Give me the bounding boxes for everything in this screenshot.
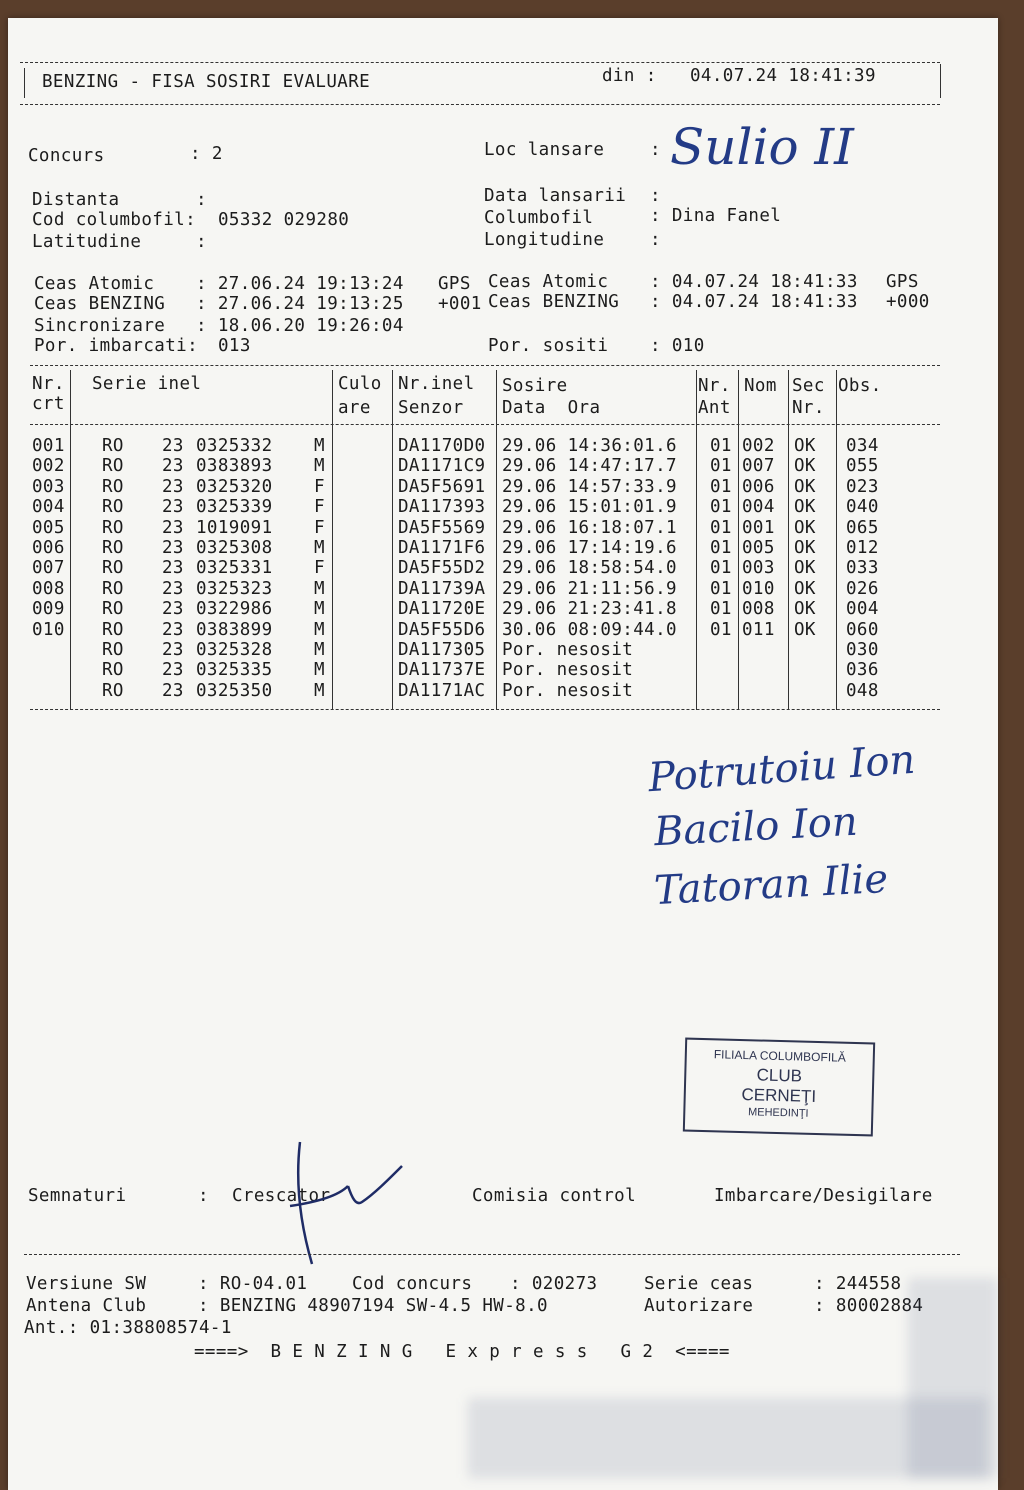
cell-y: 23: [162, 680, 184, 701]
header-nr-inel: Nr.inel: [398, 374, 475, 394]
cell-sex: M: [314, 599, 325, 620]
cell-obs: 012: [846, 538, 879, 558]
cell-sex: F: [314, 558, 325, 579]
cell-sosire: 29.06 14:57:33.9: [502, 476, 677, 497]
clock-extra: GPS: [438, 274, 471, 294]
clock-label: Ceas Atomic: [34, 274, 155, 294]
cell-sec: OK: [794, 599, 816, 620]
cell-c: RO: [102, 599, 124, 620]
cell-ring: 0325323: [196, 578, 273, 599]
cell-nr: 009: [32, 599, 65, 620]
cell-obs: 048: [846, 680, 879, 701]
cell-ring: 0325335: [196, 660, 273, 681]
cell-ant: 01: [710, 497, 732, 518]
header-sosire: Sosire: [502, 376, 568, 396]
clock-value: : 18.06.20 19:26:04: [196, 316, 404, 336]
cell-nr: 003: [32, 476, 65, 497]
serie-ceas-label: Serie ceas: [644, 1274, 754, 1294]
benzing-express-banner: ====> B E N Z I N G E x p r e s s G 2 <====: [194, 1342, 730, 1362]
header-nr: Nr.: [32, 374, 65, 394]
cell-c: RO: [102, 660, 124, 681]
cell-c: RO: [102, 538, 124, 558]
cell-senzor: DA5F55D6: [398, 619, 486, 640]
cell-senzor: DA1170D0: [398, 436, 486, 456]
cell-ant: 01: [710, 456, 732, 477]
cell-c: RO: [102, 680, 124, 701]
handwritten-name-2: Bacilo Ion: [652, 798, 859, 856]
cell-senzor: DA117305: [398, 640, 486, 660]
cell-sec: OK: [794, 456, 816, 477]
cell-y: 23: [162, 640, 184, 660]
table-top-border: [30, 365, 940, 366]
header-crt: crt: [32, 394, 65, 414]
cell-sosire: 29.06 21:23:41.8: [502, 599, 677, 620]
cell-sec: OK: [794, 619, 816, 640]
distanta-value: :: [196, 190, 207, 210]
cell-sec: OK: [794, 538, 816, 558]
clock-label: Ceas BENZING: [34, 294, 166, 314]
document-title: BENZING - FISA SOSIRI EVALUARE: [42, 72, 371, 92]
cell-sec: OK: [794, 578, 816, 599]
cell-ant: 01: [710, 517, 732, 538]
cell-nr: 002: [32, 456, 65, 477]
cell-c: RO: [102, 578, 124, 599]
cell-senzor: DA11739A: [398, 578, 486, 599]
crescator-label: Crescator: [232, 1186, 331, 1206]
cell-obs: 023: [846, 476, 879, 497]
cell-sosire: 29.06 21:11:56.9: [502, 578, 677, 599]
cell-ant: 01: [710, 558, 732, 579]
cell-sex: F: [314, 476, 325, 497]
cell-sosire: 29.06 18:58:54.0: [502, 558, 677, 579]
cell-y: 23: [162, 619, 184, 640]
semnaturi-label: Semnaturi: [28, 1186, 127, 1206]
header-culo: Culo: [338, 374, 382, 394]
arrival-sheet: BENZING - FISA SOSIRI EVALUARE din : 04.07.24 18:41:39 Concurs : 2 Loc lansare : Sulio II Distanta : Cod columbofil: 05332 029280 Latitudine : Data lansarii : Columbofil : Dina Fanel Longitudine : Ceas Atomic : 27.06.24 19:13:24 GPS Ceas BENZING : 27.06.24 19:13:25 +001 Sincronizare : 18.06.20 19:26:04 Por. imbarcati: 013 Ceas Atomic : 04.07.24 18:41:33 GPS Ceas BENZING : 04.07.24 18:41:33 +000 Por. sositi : 010 Nr. crt Serie inel Culo are Nr.inel Senzor Sosire Data Ora Nr. Ant Nom Sec Nr. Obs. 001 RO 23 0325332 M DA1170D0 29.06 14:36:01.6 01 002 OK 034 002 RO 23 0383893 M DA1171C9 29.06 14:47:17.7 01 007 OK 055 003 RO 23 0325320 F DA5F5691 29.06 14:57:33.9 01 006 OK 023 004 RO 23 0325339 F DA117393 29.06 15:01:01.9 01 004 OK 040 005 RO 23 1019091 F DA5F5569 29.06 16:18:07.1 01 001 OK 065 006 RO 23 0325308 M DA1171F6 29.06 17:14:19.6 01 005 OK 012 007 RO 23 0325331 F DA5F55D2 29.06 18:58:54.0 01 003 OK 033 008 RO 23 0325323 M DA11739A 29.06 21:11:56.9 01 010 OK 026 009 RO 23 0322986 M DA11720E 29.06 21:23:41.8 01 008 OK 004 010 RO 23 0383899 M DA5F55D6 30.06 08:09:44.0 01 011 OK 060 RO 23 0325328 M DA117305 Por. nesosit 030 RO 23 0325335 M DA11737E Por. nesosit 036 RO 23 0325350 M DA1171AC Por. nesosit 048 Potrutoiu Ion Bacilo Ion Tatoran Ilie FILIALA COLUMBOFILĂ CLUB CERNEŢI MEHEDINŢI Semnaturi : Crescator Comisia control Imbarcare/Desigilare Versiune SW : RO-04.01 Cod concurs : 020273 Serie ceas : 244558 Antena Club : BENZING 48907194 SW-4.5 HW-8.0 Autorizare : 80002884 Ant.: 01:38808574-1 ====> B E N Z I N G E x p r e s s G 2 <====: [8, 18, 998, 1490]
clock-extra: +001: [438, 294, 482, 314]
cell-ant: 01: [710, 619, 732, 640]
cod-concurs-value: : 020273: [510, 1274, 598, 1294]
cell-obs: 034: [846, 436, 879, 456]
antenna-id: Ant.: 01:38808574-1: [24, 1318, 232, 1338]
cell-obs: 065: [846, 517, 879, 538]
antena-club-value: : BENZING 48907194 SW-4.5 HW-8.0: [198, 1296, 548, 1316]
cell-sec: OK: [794, 476, 816, 497]
cell-ant: 01: [710, 538, 732, 558]
cell-c: RO: [102, 619, 124, 640]
print-datetime: 04.07.24 18:41:39: [690, 66, 876, 86]
cell-sex: M: [314, 578, 325, 599]
cell-sex: M: [314, 538, 325, 558]
header-ant: Ant: [698, 398, 731, 418]
handwritten-name-1: Potrutoiu Ion: [646, 736, 917, 802]
cell-c: RO: [102, 476, 124, 497]
cell-senzor: DA1171AC: [398, 680, 486, 701]
cell-senzor: DA1171C9: [398, 456, 486, 477]
cell-y: 23: [162, 497, 184, 518]
clock-value: : 27.06.24 19:13:24: [196, 274, 404, 294]
border: [940, 64, 941, 98]
cell-y: 23: [162, 599, 184, 620]
cell-nom: 006: [742, 476, 775, 497]
antena-club-label: Antena Club: [26, 1296, 147, 1316]
cell-ring: 0325320: [196, 476, 273, 497]
cell-y: 23: [162, 517, 184, 538]
cell-sec: OK: [794, 558, 816, 579]
cell-c: RO: [102, 456, 124, 477]
cell-senzor: DA5F55D2: [398, 558, 486, 579]
concurs-label: Concurs: [28, 146, 105, 166]
cell-sosire: Por. nesosit: [502, 680, 634, 701]
cell-nr: 004: [32, 497, 65, 518]
cell-ring: 0325328: [196, 640, 273, 660]
latitudine-label: Latitudine: [32, 232, 142, 252]
clock-value: : 04.07.24 18:41:33: [650, 292, 858, 312]
cell-y: 23: [162, 538, 184, 558]
cell-ring: 0325308: [196, 538, 273, 558]
cell-sosire: 29.06 14:47:17.7: [502, 456, 677, 477]
header-serie-inel: Serie inel: [92, 374, 202, 394]
footer-divider: [24, 1254, 960, 1255]
versiune-sw-label: Versiune SW: [26, 1274, 147, 1294]
cell-ring: 0325332: [196, 436, 273, 456]
cell-nom: 011: [742, 619, 775, 640]
cell-senzor: DA11737E: [398, 660, 486, 681]
autorizare-value: : 80002884: [814, 1296, 924, 1316]
loc-lansare-label: Loc lansare: [484, 140, 605, 160]
cell-nr: 005: [32, 517, 65, 538]
cell-nom: 008: [742, 599, 775, 620]
cell-senzor: DA11720E: [398, 599, 486, 620]
cell-c: RO: [102, 640, 124, 660]
cell-y: 23: [162, 476, 184, 497]
cell-sosire: Por. nesosit: [502, 660, 634, 681]
autorizare-label: Autorizare: [644, 1296, 754, 1316]
header-data-ora: Data Ora: [502, 398, 601, 418]
cell-sosire: 29.06 15:01:01.9: [502, 497, 677, 518]
imbarcare-label: Imbarcare/Desigilare: [714, 1186, 933, 1206]
cell-senzor: DA5F5691: [398, 476, 486, 497]
cell-ring: 0383899: [196, 619, 273, 640]
clock-label: Por. sositi: [488, 336, 609, 356]
border: [24, 68, 25, 98]
cell-ant: 01: [710, 436, 732, 456]
cell-ant: 01: [710, 578, 732, 599]
cell-senzor: DA1171F6: [398, 538, 486, 558]
cell-y: 23: [162, 660, 184, 681]
loc-lansare-handwritten: Sulio II: [670, 118, 854, 176]
cell-obs: 060: [846, 619, 879, 640]
cell-c: RO: [102, 436, 124, 456]
cell-sex: M: [314, 660, 325, 681]
cell-nr: 008: [32, 578, 65, 599]
data-lansarii-value: :: [650, 186, 661, 206]
cell-c: RO: [102, 517, 124, 538]
cell-nr: 006: [32, 538, 65, 558]
clock-label: Ceas Atomic: [488, 272, 609, 292]
cell-obs: 026: [846, 578, 879, 599]
cell-nom: 010: [742, 578, 775, 599]
header-sec-nr: Nr.: [792, 398, 825, 418]
clock-label: Sincronizare: [34, 316, 166, 336]
cell-ring: 0325331: [196, 558, 273, 579]
cell-sex: M: [314, 680, 325, 701]
handwritten-name-3: Tatoran Ilie: [652, 855, 890, 915]
cell-ring: 0322986: [196, 599, 273, 620]
distanta-label: Distanta: [32, 190, 120, 210]
cell-obs: 036: [846, 660, 879, 681]
cell-sex: M: [314, 436, 325, 456]
clock-value: : 04.07.24 18:41:33: [650, 272, 858, 292]
cell-nom: 002: [742, 436, 775, 456]
cell-obs: 055: [846, 456, 879, 477]
cell-nr: 001: [32, 436, 65, 456]
cell-nom: 003: [742, 558, 775, 579]
comisia-control-label: Comisia control: [472, 1186, 637, 1206]
clock-extra: +000: [886, 292, 930, 312]
cell-ring: 1019091: [196, 517, 273, 538]
cell-nom: 007: [742, 456, 775, 477]
cell-ant: 01: [710, 476, 732, 497]
cell-sec: OK: [794, 517, 816, 538]
versiune-sw-value: : RO-04.01: [198, 1274, 308, 1294]
cell-nom: 005: [742, 538, 775, 558]
cell-ant: 01: [710, 599, 732, 620]
cell-sosire: 29.06 17:14:19.6: [502, 538, 677, 558]
cell-ring: 0325339: [196, 497, 273, 518]
cell-obs: 040: [846, 497, 879, 518]
clock-label: Por. imbarcati:: [34, 336, 199, 356]
latitudine-value: :: [196, 232, 207, 252]
cell-sex: M: [314, 456, 325, 477]
cell-nr: 010: [32, 619, 65, 640]
cod-concurs-label: Cod concurs: [352, 1274, 473, 1294]
concurs-value: : 2: [190, 144, 223, 164]
cell-y: 23: [162, 558, 184, 579]
cell-c: RO: [102, 497, 124, 518]
table-bottom-border: [30, 709, 940, 710]
cell-y: 23: [162, 578, 184, 599]
cell-y: 23: [162, 436, 184, 456]
cell-sec: OK: [794, 436, 816, 456]
cell-y: 23: [162, 456, 184, 477]
data-lansarii-label: Data lansarii: [484, 186, 627, 206]
cell-sex: F: [314, 497, 325, 518]
clock-value: 013: [218, 336, 251, 356]
cod-columbofil-value: 05332 029280: [218, 210, 350, 230]
clock-value: : 010: [650, 336, 705, 356]
header-are: are: [338, 398, 371, 418]
crescator-signature: [278, 1136, 418, 1276]
cell-sex: M: [314, 640, 325, 660]
cell-nr: 007: [32, 558, 65, 579]
longitudine-value: :: [650, 230, 661, 250]
cell-ring: 0383893: [196, 456, 273, 477]
cell-c: RO: [102, 558, 124, 579]
date-label: din :: [602, 66, 657, 86]
cell-sosire: 29.06 16:18:07.1: [502, 517, 677, 538]
cell-senzor: DA5F5569: [398, 517, 486, 538]
divider: [20, 62, 940, 63]
cell-obs: 004: [846, 599, 879, 620]
cell-sosire: 30.06 08:09:44.0: [502, 619, 677, 640]
serie-ceas-value: : 244558: [814, 1274, 902, 1294]
longitudine-label: Longitudine: [484, 230, 605, 250]
divider: [20, 104, 940, 105]
header-nom: Nom: [744, 376, 777, 396]
cell-sosire: 29.06 14:36:01.6: [502, 436, 677, 456]
cell-senzor: DA117393: [398, 497, 486, 518]
header-sec: Sec: [792, 376, 825, 396]
header-senzor: Senzor: [398, 398, 464, 418]
columbofil-value: : Dina Fanel: [650, 206, 782, 226]
cell-sex: M: [314, 619, 325, 640]
header-obs: Obs.: [838, 376, 882, 396]
ink-smudge: [468, 1398, 988, 1478]
columbofil-label: Columbofil: [484, 208, 594, 228]
club-stamp: FILIALA COLUMBOFILĂ CLUB CERNEŢI MEHEDINŢI: [683, 1038, 875, 1137]
cell-ring: 0325350: [196, 680, 273, 701]
table-header-border: [30, 424, 940, 425]
clock-value: : 27.06.24 19:13:25: [196, 294, 404, 314]
cell-nom: 004: [742, 497, 775, 518]
cell-nom: 001: [742, 517, 775, 538]
cell-obs: 033: [846, 558, 879, 579]
cell-sex: F: [314, 517, 325, 538]
clock-label: Ceas BENZING: [488, 292, 620, 312]
header-nr-ant: Nr.: [698, 376, 731, 396]
cell-sosire: Por. nesosit: [502, 640, 634, 660]
cell-sec: OK: [794, 497, 816, 518]
cell-obs: 030: [846, 640, 879, 660]
cod-columbofil-label: Cod columbofil:: [32, 210, 197, 230]
clock-extra: GPS: [886, 272, 919, 292]
